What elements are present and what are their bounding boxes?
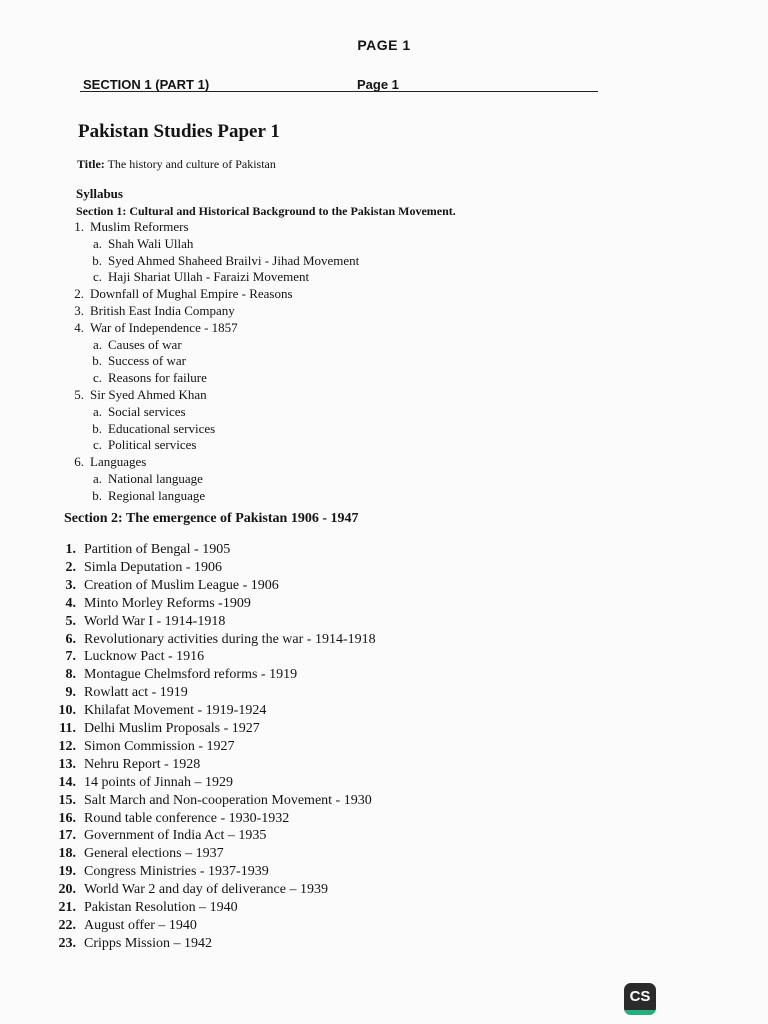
item-number: 3. xyxy=(74,303,84,318)
item-number: b. xyxy=(92,353,102,369)
item-text: Delhi Muslim Proposals - 1927 xyxy=(84,721,260,736)
item-number: 5. xyxy=(74,387,84,402)
item-number: a. xyxy=(92,336,102,352)
item-text: Causes of war xyxy=(108,336,182,352)
item-text: August offer – 1940 xyxy=(84,917,197,933)
item-text: Sir Syed Ahmed Khan xyxy=(90,387,207,402)
item-text: War of Independence - 1857 xyxy=(90,319,238,335)
title-text: The history and culture of Pakistan xyxy=(107,157,276,171)
item-number: 12. xyxy=(58,738,76,754)
item-text: Nehru Report - 1928 xyxy=(84,756,201,772)
item-text: Minto Morley Reforms -1909 xyxy=(84,595,251,611)
item-text: Lucknow Pact - 1916 xyxy=(84,649,205,665)
item-number: 14. xyxy=(58,774,76,790)
item-number: 15. xyxy=(58,792,76,808)
section-label: SECTION 1 (PART 1) xyxy=(83,77,210,92)
item-number: 2. xyxy=(65,559,76,575)
item-text: Political services xyxy=(108,437,197,453)
item-number: 17. xyxy=(58,828,76,844)
item-number: 5. xyxy=(65,613,76,629)
item-number: 18. xyxy=(58,846,76,862)
item-text: Congress Ministries - 1937-1939 xyxy=(84,864,269,880)
item-number: 4. xyxy=(65,595,76,611)
item-text: Simla Deputation - 1906 xyxy=(84,559,223,575)
item-number: 7. xyxy=(65,649,76,665)
item-text: Salt March and Non-cooperation Movement - 1930 xyxy=(84,792,372,808)
page-reference: Page 1 xyxy=(357,77,399,92)
section2-heading: Section 2: The emergence of Pakistan 1906 - 1947 xyxy=(64,511,359,526)
item-number: 22. xyxy=(58,917,76,933)
item-text: Languages xyxy=(90,454,147,470)
item-text: Creation of Muslim League - 1906 xyxy=(84,577,279,593)
item-number: 3. xyxy=(65,577,76,593)
syllabus-label: Syllabus xyxy=(76,186,123,201)
item-number: a. xyxy=(92,471,102,486)
item-text: Partition of Bengal - 1905 xyxy=(84,542,231,557)
camscanner-logo: CS xyxy=(624,983,656,1015)
item-number: 6. xyxy=(65,631,76,647)
item-text: World War 2 and day of deliverance – 1939 xyxy=(84,882,328,898)
item-number: 21. xyxy=(58,900,76,915)
item-number: 2. xyxy=(74,286,84,302)
item-number: 20. xyxy=(58,882,76,898)
item-number: 6. xyxy=(74,454,84,470)
item-number: 1. xyxy=(74,219,84,234)
item-text: General elections – 1937 xyxy=(84,846,224,862)
item-text: British East India Company xyxy=(90,303,235,318)
item-number: b. xyxy=(92,420,102,436)
item-number: 10. xyxy=(58,703,76,719)
item-number: 23. xyxy=(58,935,76,951)
item-number: a. xyxy=(92,235,102,251)
item-text: Cripps Mission – 1942 xyxy=(84,935,212,951)
item-text: Round table conference - 1930-1932 xyxy=(84,810,290,826)
item-text: Muslim Reformers xyxy=(90,219,189,234)
item-text: Government of India Act – 1935 xyxy=(84,828,267,844)
item-text: Simon Commission - 1927 xyxy=(84,738,235,754)
item-text: Reasons for failure xyxy=(108,370,207,386)
item-text: World War I - 1914-1918 xyxy=(84,613,226,629)
header-rule xyxy=(80,91,598,92)
item-number: 13. xyxy=(58,756,76,772)
item-number: 4. xyxy=(74,319,84,335)
item-number: 19. xyxy=(58,864,76,880)
item-text: Success of war xyxy=(108,353,186,369)
item-number: b. xyxy=(92,487,102,503)
item-number: 16. xyxy=(58,810,76,826)
item-text: Social services xyxy=(108,403,186,419)
item-number: 11. xyxy=(59,721,76,736)
item-text: Khilafat Movement - 1919-1924 xyxy=(84,703,267,719)
item-text: Revolutionary activities during the war - 1914-1918 xyxy=(84,631,376,647)
item-number: 1. xyxy=(65,542,76,557)
item-text: Haji Shariat Ullah - Faraizi Movement xyxy=(108,269,310,285)
item-text: Rowlatt act - 1919 xyxy=(84,685,188,701)
item-text: Pakistan Resolution – 1940 xyxy=(84,900,238,915)
page-label: PAGE 1 xyxy=(357,37,411,53)
item-text: Regional language xyxy=(108,487,206,503)
title-prefix: Title: xyxy=(77,157,105,171)
title-line xyxy=(77,157,276,172)
item-number: 9. xyxy=(65,685,76,701)
item-number: a. xyxy=(92,403,102,419)
item-text: Montague Chelmsford reforms - 1919 xyxy=(84,667,298,683)
item-number: c. xyxy=(92,370,102,386)
item-number: b. xyxy=(92,252,102,268)
item-text: Shah Wali Ullah xyxy=(108,235,194,251)
item-number: c. xyxy=(92,269,102,285)
section1-heading: Section 1: Cultural and Historical Background to the Pakistan Movement. xyxy=(76,204,456,218)
item-text: Educational services xyxy=(108,420,216,436)
item-text: Syed Ahmed Shaheed Brailvi - Jihad Movement xyxy=(108,252,360,268)
item-number: 8. xyxy=(65,667,76,683)
item-text: National language xyxy=(108,471,203,486)
item-number: c. xyxy=(92,437,102,453)
item-text: 14 points of Jinnah – 1929 xyxy=(84,774,233,790)
document-title: Pakistan Studies Paper 1 xyxy=(78,121,280,142)
item-text: Downfall of Mughal Empire - Reasons xyxy=(90,286,293,302)
